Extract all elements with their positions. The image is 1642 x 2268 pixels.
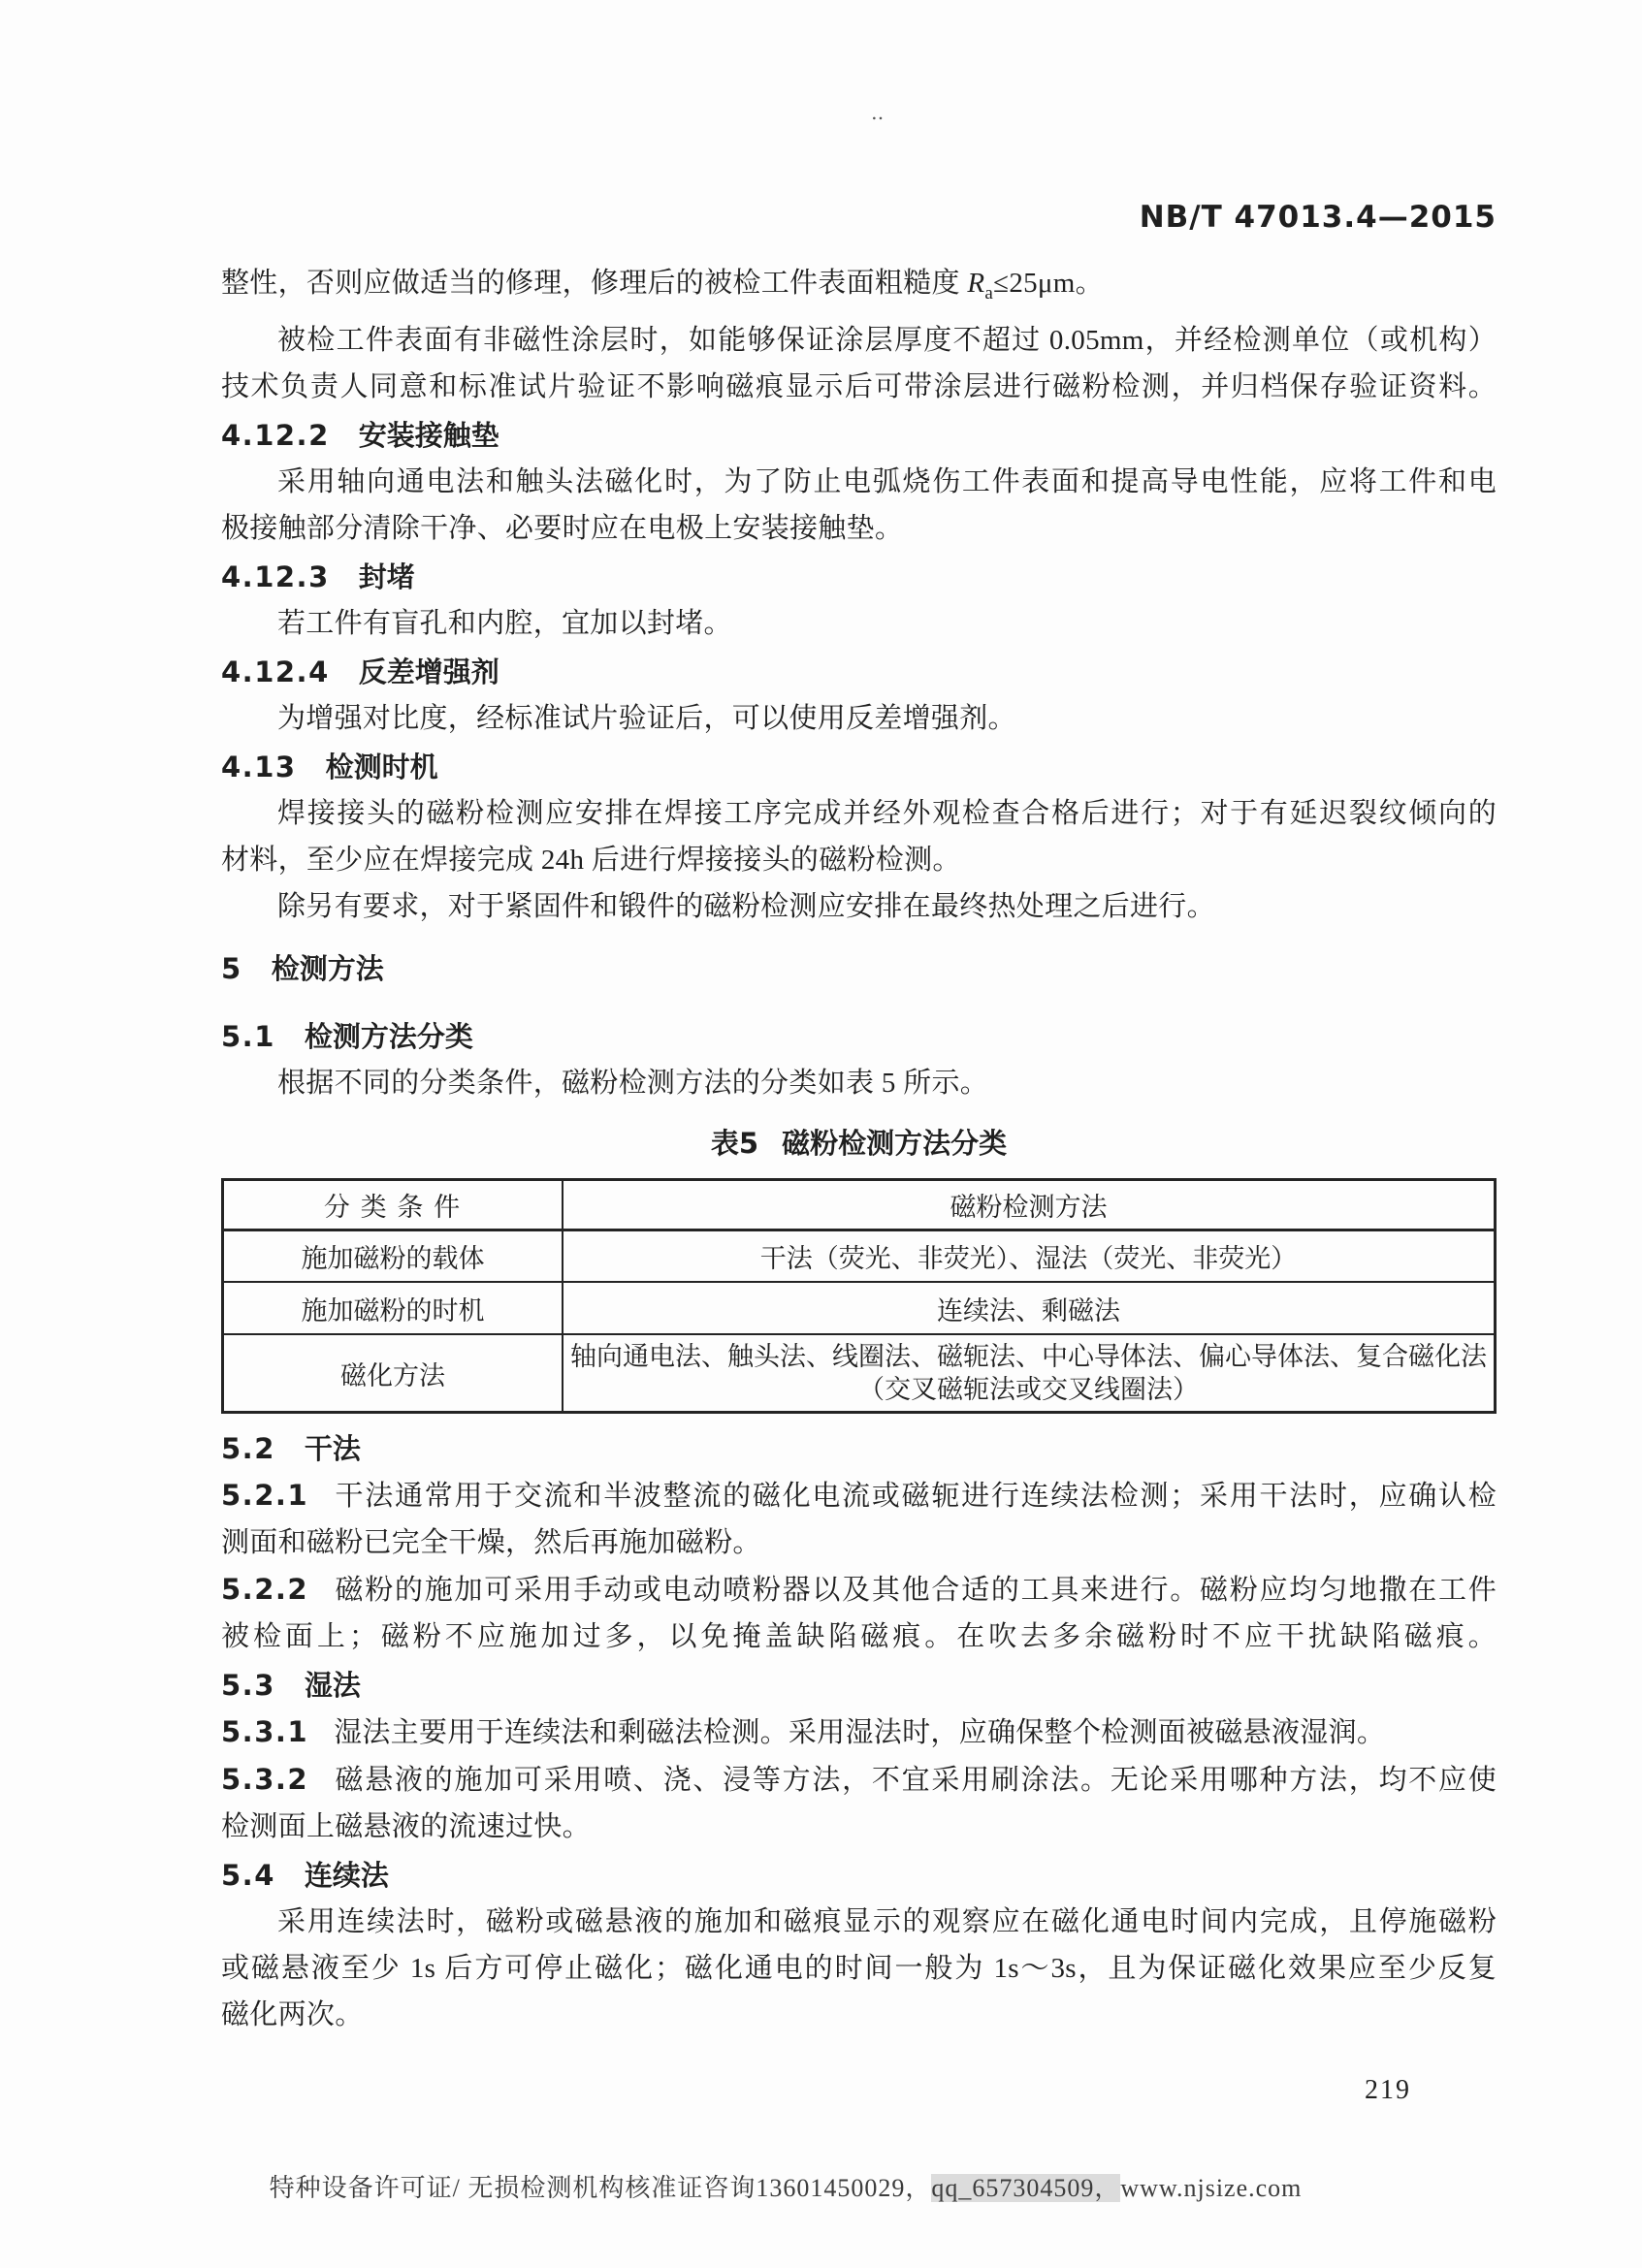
para-4-13-line-3: 除另有要求，对于紧固件和锻件的磁粉检测应安排在最终热处理之后进行。 [277, 890, 1215, 922]
method-line-2: （交叉磁轭法或交叉线圈法） [858, 1375, 1199, 1405]
para-5-4-line-3: 磁化两次。 [221, 1998, 364, 2030]
heading-4-12-3 [221, 554, 1497, 600]
para-5-4-line-1: 采用连续法时，磁粉或磁悬液的施加和磁痕显示的观察应在磁化通电时间内完成，且停施磁粉 [277, 1905, 1497, 1937]
heading-4-12-4 [221, 649, 1497, 695]
clause-title: 安装接触垫 [358, 418, 499, 452]
table-cell-condition: 施加磁粉的时机 [223, 1282, 563, 1334]
para-4-13-line-2: 材料，至少应在焊接完成 24h 后进行焊接接头的磁粉检测。 [221, 844, 961, 876]
para-5-2-1-line-1 [221, 1472, 1497, 1519]
clause-number: 5.1 [221, 1019, 275, 1053]
clause-number: 4.12.3 [221, 559, 330, 593]
para-4-12-3-line-1: 若工件有盲孔和内腔，宜加以封堵。 [277, 607, 732, 639]
heading-4-12-2 [221, 412, 1497, 459]
table-cell-method: 干法（荧光、非荧光）、湿法（荧光、非荧光） [563, 1230, 1496, 1282]
footer-text-left: 特种设备许可证/ 无损检测机构核准证咨询13601450029， [269, 2174, 932, 2202]
para-4-12-2-line-2: 极接触部分清除干净、必要时应在电极上安装接触垫。 [221, 512, 904, 544]
clause-number: 4.12.2 [221, 418, 330, 452]
standard-number: NB/T 47013.4—2015 [1139, 200, 1497, 235]
footer-watermark [0, 2168, 1571, 2204]
clause-number: 5.3.1 [221, 1714, 309, 1748]
heading-5-2 [221, 1425, 1497, 1472]
clause-title: 连续法 [304, 1858, 389, 1892]
body-text [221, 260, 1497, 2038]
table-cell-condition: 磁化方法 [223, 1334, 563, 1412]
clause-title: 检测时机 [325, 750, 438, 783]
table-cell-condition: 施加磁粉的载体 [223, 1230, 563, 1282]
clause-number: 5.3.2 [221, 1762, 309, 1796]
table-cell-method: 连续法、剩磁法 [563, 1282, 1496, 1334]
clause-title: 检测方法分类 [304, 1019, 473, 1053]
text-run: 磁悬液的施加可采用喷、浇、浸等方法，不宜采用刷涂法。无论采用哪种方法，均不应使 [334, 1764, 1497, 1796]
para-5-4-line-2: 或磁悬液至少 1s 后方可停止磁化；磁化通电的时间一般为 1s～3s，且为保证磁化效果应至少反复 [221, 1952, 1497, 1984]
clause-number: 4.13 [221, 750, 297, 783]
clause-title: 反差增强剂 [358, 655, 499, 688]
roughness-subscript: a [984, 282, 994, 303]
heading-5-1 [221, 1013, 1497, 1060]
clause-title: 湿法 [304, 1668, 361, 1702]
para-4-13-line-1: 焊接接头的磁粉检测应安排在焊接工序完成并经外观检查合格后进行；对于有延迟裂纹倾向的 [277, 797, 1497, 829]
roughness-symbol: R [967, 268, 985, 299]
clause-number: 4.12.4 [221, 655, 330, 688]
clause-number: 5.2 [221, 1431, 275, 1465]
heading-5-4 [221, 1852, 1497, 1899]
text-run: ≤25μm。 [993, 268, 1104, 299]
table5-label: 表5 [710, 1126, 759, 1160]
table-row [223, 1282, 1496, 1334]
footer-text-url: www.njsize.com [1120, 2174, 1303, 2202]
page-number: 219 [1365, 2075, 1411, 2105]
para-4-12-2-line-1: 采用轴向通电法和触头法磁化时，为了防止电弧烧伤工件表面和提高导电性能，应将工件和电 [277, 465, 1497, 497]
clause-number: 5.4 [221, 1858, 275, 1892]
text-run: 湿法主要用于连续法和剩磁法检测。采用湿法时，应确保整个检测面被磁悬液湿润。 [334, 1716, 1386, 1748]
table5-header-method: 磁粉检测方法 [563, 1179, 1496, 1230]
table5-title [221, 1120, 1497, 1166]
para-5-2-2-line-2: 被检面上；磁粉不应施加过多，以免掩盖缺陷磁痕。在吹去多余磁粉时不应干扰缺陷磁痕。 [221, 1620, 1497, 1652]
para-5-1-line-1: 根据不同的分类条件，磁粉检测方法的分类如表 5 所示。 [277, 1067, 989, 1099]
text-run: 干法通常用于交流和半波整流的磁化电流或磁轭进行连续法检测；采用干法时，应确认检 [334, 1480, 1497, 1512]
clause-title: 检测方法 [271, 951, 384, 985]
para-4-12-4-line-1: 为增强对比度，经标准试片验证后，可以使用反差增强剂。 [277, 702, 1016, 734]
clause-number: 5.2.1 [221, 1478, 309, 1512]
para-5-3-1-line-1 [221, 1709, 1497, 1756]
para-continuation-line-3: 技术负责人同意和标准试片验证不影响磁痕显示后可带涂层进行磁粉检测，并归档保存验证资料。 [221, 370, 1497, 402]
clause-number: 5 [221, 951, 242, 985]
clause-number: 5.3 [221, 1668, 275, 1702]
para-5-2-1-line-2: 测面和磁粉已完全干燥，然后再施加磁粉。 [221, 1526, 761, 1558]
heading-5-3 [221, 1662, 1497, 1709]
table5-header-row [223, 1179, 1496, 1230]
method-line-1: 轴向通电法、触头法、线圈法、磁轭法、中心导体法、偏心导体法、复合磁化法 [570, 1342, 1487, 1372]
table5 [221, 1178, 1497, 1414]
heading-5 [221, 945, 1497, 992]
table-row [223, 1334, 1496, 1412]
footer-text-qq: qq_657304509， [931, 2174, 1121, 2202]
table-row [223, 1230, 1496, 1282]
para-continuation-line-2: 被检工件表面有非磁性涂层时，如能够保证涂层厚度不超过 0.05mm，并经检测单位（或机构） [277, 324, 1497, 356]
para-5-3-2-line-1 [221, 1756, 1497, 1804]
clause-title: 封堵 [358, 559, 415, 593]
para-5-3-2-line-2: 检测面上磁悬液的流速过快。 [221, 1810, 591, 1842]
table5-caption: 磁粉检测方法分类 [782, 1126, 1008, 1160]
table5-header-condition: 分 类 条 件 [223, 1179, 563, 1230]
para-5-2-2-line-1 [221, 1566, 1497, 1613]
para-continuation-line-1 [221, 260, 1497, 317]
clause-title: 干法 [304, 1431, 361, 1465]
text-run: 整性，否则应做适当的修理，修理后的被检工件表面粗糙度 [221, 268, 968, 299]
scan-artifact-dots: ‥ [871, 103, 885, 124]
text-run: 磁粉的施加可采用手动或电动喷粉器以及其他合适的工具来进行。磁粉应均匀地撒在工件 [334, 1574, 1497, 1606]
heading-4-13 [221, 744, 1497, 790]
table-cell-method [563, 1334, 1496, 1412]
clause-number: 5.2.2 [221, 1572, 309, 1606]
